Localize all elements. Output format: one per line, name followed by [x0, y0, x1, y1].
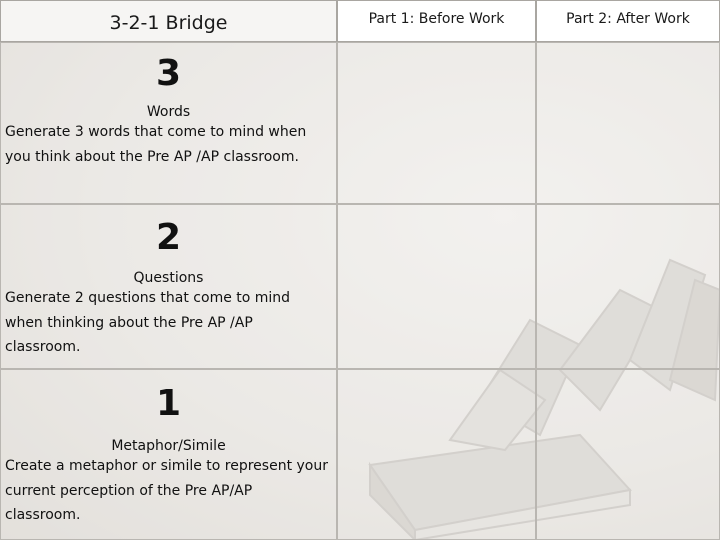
prompt-label: Questions	[133, 270, 204, 286]
prompt-label: Metaphor/Simile	[111, 438, 226, 454]
prompt-number: 3	[155, 53, 182, 94]
bridge-title: 3-2-1 Bridge	[109, 12, 228, 34]
prompt-number: 1	[155, 383, 182, 424]
prompt-description: Generate 3 words that come to mind when you think about the Pre AP /AP classroom.	[5, 124, 307, 165]
before-work-cell-words[interactable]	[337, 42, 536, 204]
after-work-header	[536, 0, 720, 42]
before-work-cell-questions[interactable]	[337, 204, 536, 369]
after-work-cell-words[interactable]	[536, 42, 720, 204]
after-work-cell-questions[interactable]	[536, 204, 720, 369]
before-work-label: Part 1: Before Work	[368, 11, 505, 27]
before-work-cell-metaphor[interactable]	[337, 369, 536, 540]
bridge-title-header	[0, 0, 337, 42]
after-work-label: Part 2: After Work	[566, 11, 690, 27]
after-work-cell-metaphor[interactable]	[536, 369, 720, 540]
prompt-cell-questions	[0, 204, 337, 369]
prompt-label: Words	[146, 104, 191, 120]
prompt-description: Create a metaphor or simile to represent your current perception of the Pre AP/AP classroom.	[5, 458, 328, 523]
prompt-cell-words	[0, 42, 337, 204]
prompt-cell-metaphor	[0, 369, 337, 540]
prompt-description: Generate 2 questions that come to mind when thinking about the Pre AP /AP classroom.	[5, 290, 291, 355]
prompt-number: 2	[155, 217, 182, 258]
before-work-header	[337, 0, 536, 42]
